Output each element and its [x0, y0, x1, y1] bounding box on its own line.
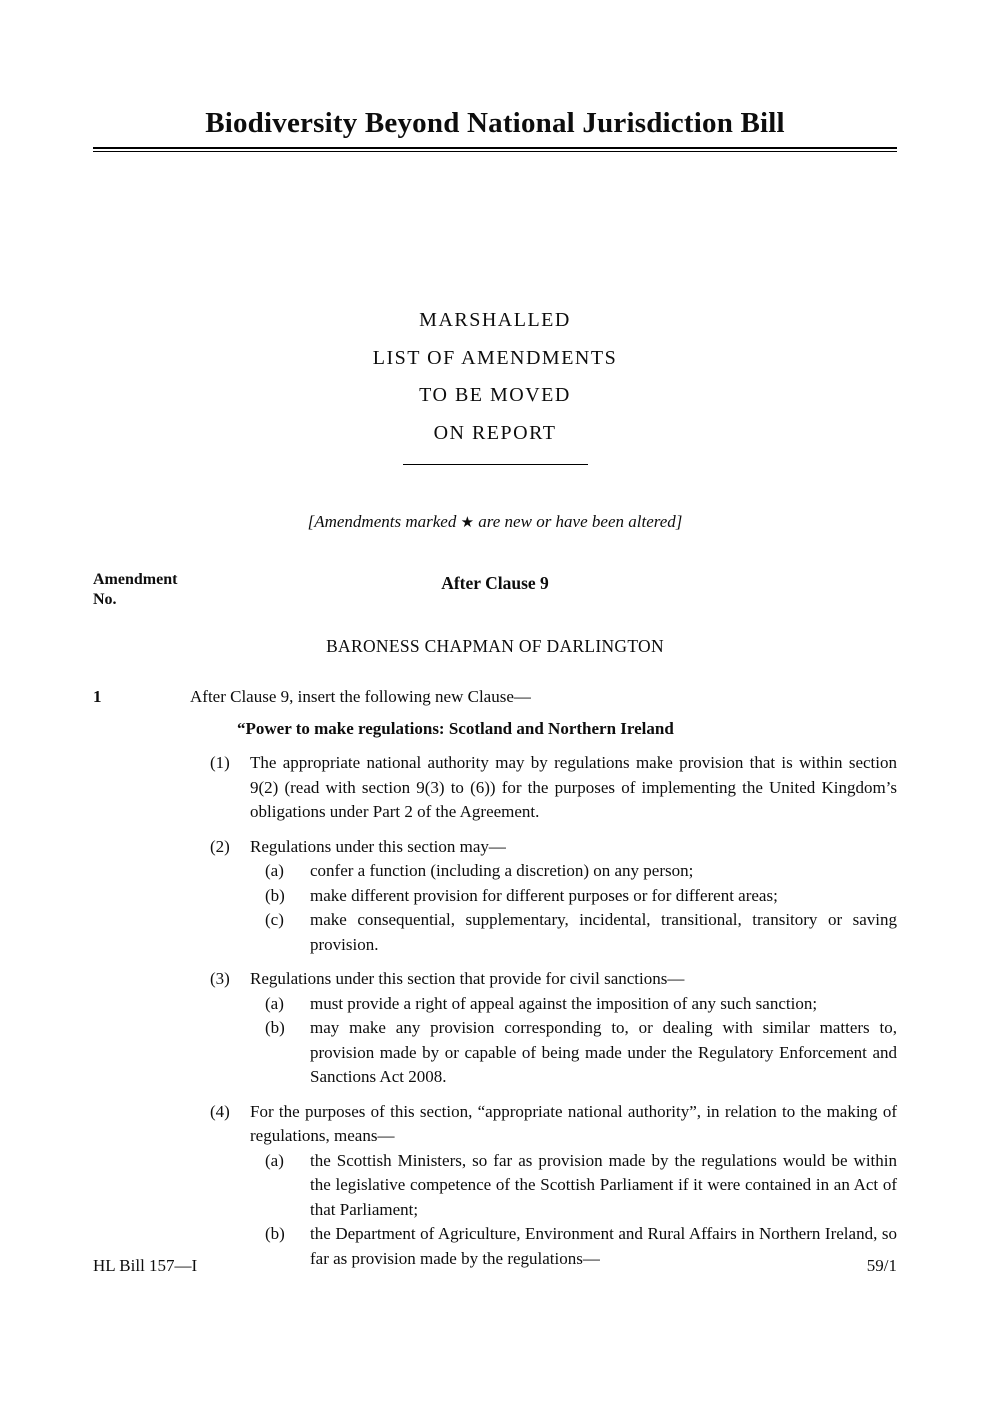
heading-line-to-be-moved: TO BE MOVED [419, 384, 571, 406]
marshalled-heading [93, 302, 897, 452]
place-heading: After Clause 9 [441, 573, 549, 593]
amendment-1 [93, 685, 897, 1271]
amendment-instruction: After Clause 9, insert the following new Clause— [190, 687, 531, 706]
subsection-3-item-a [265, 992, 897, 1017]
notice-suffix: are new or have been altered] [474, 512, 683, 531]
subsection-4 [210, 1100, 897, 1272]
sponsor-name: BARONESS CHAPMAN OF DARLINGTON [326, 636, 664, 656]
subsection-2 [210, 835, 897, 958]
subsection-2-item-b-label: (b) [265, 885, 285, 905]
amendment-no-label-line1: Amendment [93, 571, 178, 588]
subsection-4-label: (4) [210, 1101, 230, 1121]
subsection-2-item-b-text: make different provision for different purposes or for different areas; [310, 885, 778, 905]
subsection-2-item-b [265, 884, 897, 909]
subsection-2-item-c-label: (c) [265, 910, 284, 929]
subsection-1-text: The appropriate national authority may by regulations make provision that is within section 9(2) (read with section 9(3) to (6)) for the purposes of implementing the United Kingdom’s obligations under Part 2 of the Agreement. [250, 753, 897, 821]
subsection-3-item-a-label: (a) [265, 993, 284, 1013]
amendment-no-label-line2: No. [93, 591, 117, 608]
subsection-4-text: For the purposes of this section, “appropriate national authority”, in relation to the making of regulations, means— [250, 1101, 897, 1145]
subsection-1 [210, 751, 897, 825]
subsection-4-item-a [265, 1149, 897, 1223]
page-reference: 59/1 [866, 1256, 897, 1275]
amendments-marked-notice [93, 511, 897, 534]
subsection-4-item-a-label: (a) [265, 1150, 284, 1170]
subsection-3 [210, 967, 897, 1090]
bill-title: Biodiversity Beyond National Jurisdiction Bill [205, 107, 785, 139]
heading-line-on-report: ON REPORT [433, 421, 557, 444]
subsection-3-item-b-label: (b) [265, 1018, 285, 1037]
amendment-instruction-row [93, 685, 897, 710]
subsection-2-text: Regulations under this section may— [250, 836, 506, 856]
subsection-3-item-b [265, 1016, 897, 1090]
subsection-3-item-b-text: may make any provision corresponding to, or dealing with similar matters to, provision made by or capable of being made under the Regulatory Enforcement and Sanctions Act 2008. [310, 1018, 897, 1086]
star-icon: ★ [460, 515, 475, 531]
subsection-3-item-a-text: must provide a right of appeal against the imposition of any such sanction; [310, 993, 818, 1013]
subsection-4-item-b-text: the Department of Agriculture, Environment and Rural Affairs in Northern Ireland, so far as provision made by the regulations— [310, 1224, 897, 1268]
subsection-3-text: Regulations under this section that provide for civil sanctions— [250, 969, 685, 988]
subsection-2-label: (2) [210, 836, 230, 856]
separator-rule [403, 464, 588, 465]
title-double-rule [93, 147, 897, 152]
heading-line-list-of-amendments: LIST OF AMENDMENTS [372, 346, 618, 369]
heading-line-marshalled: MARSHALLED [419, 309, 571, 331]
new-clause-title: “Power to make regulations: Scotland and Northern Ireland [237, 718, 674, 738]
bill-reference: HL Bill 157—I [93, 1256, 198, 1275]
subsection-4-item-a-text: the Scottish Ministers, so far as provision made by the regulations would be within the legislative competence of the Scottish Parliament if it were contained in an Act of that Parliament; [310, 1150, 897, 1219]
notice-prefix: [Amendments marked [307, 512, 461, 531]
subsection-2-item-c-text: make consequential, supplementary, incidental, transitional, transitory or saving provision. [310, 910, 897, 954]
subsection-2-item-a-text: confer a function (including a discretion) on any person; [310, 861, 694, 880]
subsection-4-item-b-label: (b) [265, 1224, 285, 1243]
amendment-number: 1 [93, 687, 102, 706]
page-footer [93, 1256, 897, 1276]
subsection-2-item-a [265, 859, 897, 884]
subsection-1-label: (1) [210, 753, 230, 772]
subsection-3-label: (3) [210, 969, 230, 988]
subsection-2-item-c [265, 908, 897, 957]
amendment-no-column-label [93, 570, 177, 610]
subsection-2-item-a-label: (a) [265, 861, 284, 880]
amendment-header-row [93, 570, 897, 612]
